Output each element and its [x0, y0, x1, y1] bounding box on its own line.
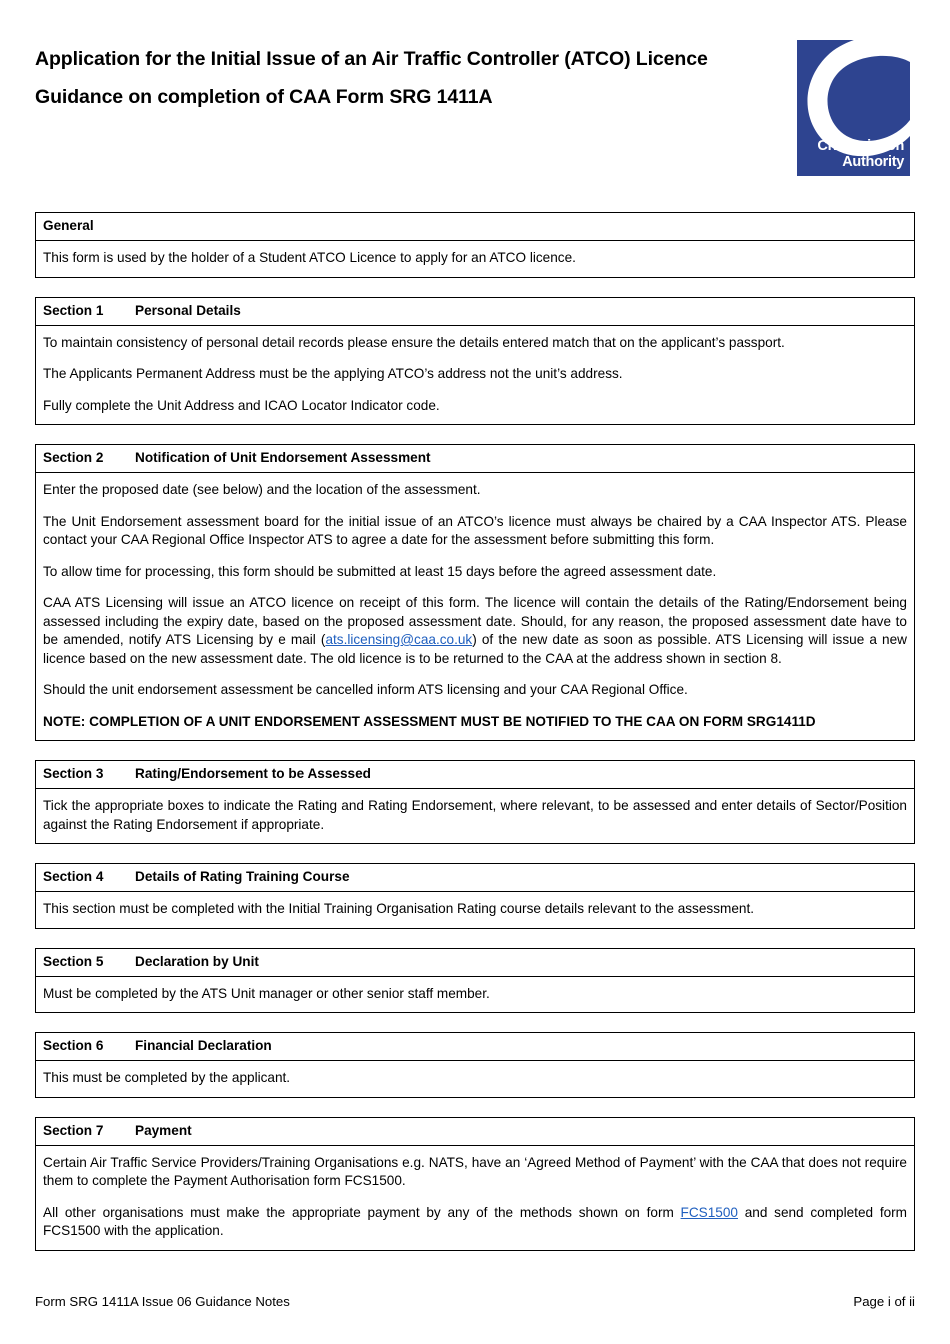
section-heading: General	[43, 218, 94, 233]
section-box-section-2	[35, 444, 915, 741]
caa-logo-line-1: Civil Aviation	[817, 138, 904, 154]
section-paragraph: The Unit Endorsement assessment board for the initial issue of an ATCO’s licence must always be chaired by a CAA Inspector ATS. Please contact your CAA Regional Office Inspector ATS to agree a date for the assessment before submitting this form.	[43, 513, 907, 547]
section-number: Section 4	[43, 869, 104, 884]
section-heading: Financial Declaration	[135, 1038, 272, 1053]
section-heading: Rating/Endorsement to be Assessed	[135, 766, 371, 781]
section-paragraph: Must be completed by the ATS Unit manager or other senior staff member.	[43, 985, 490, 1001]
section-header-section-2	[36, 445, 914, 473]
inline-link[interactable]: ats.licensing@caa.co.uk	[325, 632, 473, 647]
section-box-general	[35, 212, 915, 278]
footer-form-reference: Form SRG 1411A Issue 06 Guidance Notes	[35, 1294, 290, 1309]
section-body-section-6	[36, 1061, 914, 1097]
caa-logo-text	[797, 139, 904, 170]
section-heading: Details of Rating Training Course	[135, 869, 350, 884]
section-paragraph: The Applicants Permanent Address must be the applying ATCO’s address not the unit’s address.	[43, 366, 623, 381]
section-number: Section 7	[43, 1122, 104, 1138]
section-paragraph: Fully complete the Unit Address and ICAO Locator Indicator code.	[43, 397, 440, 413]
section-box-section-1	[35, 297, 915, 426]
section-paragraph: NOTE: COMPLETION OF A UNIT ENDORSEMENT ASSESSMENT MUST BE NOTIFIED TO THE CAA ON FORM SRG1411D	[43, 713, 816, 729]
guidance-sections	[35, 212, 915, 1270]
section-paragraph: All other organisations must make the appropriate payment by any of the methods shown on form FCS1500 and send completed form FCS1500 with the application.	[43, 1204, 908, 1238]
caa-logo	[797, 40, 910, 176]
section-number: Section 6	[43, 1038, 104, 1053]
section-paragraph: This section must be completed with the Initial Training Organisation Rating course details relevant to the assessment.	[43, 901, 755, 916]
section-paragraph: To allow time for processing, this form should be submitted at least 15 days before the agreed assessment date.	[43, 563, 717, 579]
inline-link[interactable]: FCS1500	[680, 1204, 738, 1220]
page-footer	[35, 1294, 915, 1310]
caa-logo-line-2: Authority	[842, 153, 904, 170]
section-box-section-4	[35, 863, 915, 929]
section-header-section-7	[36, 1118, 914, 1146]
section-body-section-3	[36, 789, 914, 843]
section-box-section-5	[35, 948, 915, 1014]
section-header-section-1	[36, 298, 914, 326]
section-header-section-4	[36, 864, 914, 892]
section-number: Section 2	[43, 450, 104, 465]
section-paragraph: CAA ATS Licensing will issue an ATCO licence on receipt of this form. The licence will contain the details of the Rating/Endorsement being assessed including the expiry date, based on the proposed assessment date. Should, for any reason, the proposed assessment date have to be amended, notify ATS Licensing by e mail (ats.licensing@caa.co.uk) of the new date as soon as possible. ATS Licensing will issue a new licence based on the new assessment date. The old licence is to be returned to the CAA at the address shown in section 8.	[43, 595, 907, 666]
section-body-general	[36, 241, 914, 277]
section-paragraph: This must be completed by the applicant.	[43, 1070, 291, 1085]
section-heading: Personal Details	[135, 302, 241, 318]
section-body-section-2	[36, 473, 914, 740]
section-paragraph: Enter the proposed date (see below) and the location of the assessment.	[43, 482, 481, 497]
section-header-section-3	[36, 761, 914, 789]
section-body-section-1	[36, 326, 914, 425]
section-heading: Declaration by Unit	[135, 953, 259, 969]
section-paragraph: Certain Air Traffic Service Providers/Training Organisations e.g. NATS, have an ‘Agreed Method of Payment’ with the CAA that does not require them to complete the Payment Authorisation form FCS1500.	[43, 1154, 907, 1188]
section-number: Section 1	[43, 302, 104, 318]
section-number: Section 3	[43, 766, 104, 781]
section-body-section-4	[36, 892, 914, 928]
section-box-section-7	[35, 1117, 915, 1251]
section-paragraph: Tick the appropriate boxes to indicate the Rating and Rating Endorsement, where relevant, to be assessed and enter details of Sector/Position against the Rating Endorsement if appropriate.	[43, 798, 907, 832]
section-header-section-6	[36, 1033, 914, 1061]
section-body-section-5	[36, 977, 914, 1013]
page-title	[35, 46, 755, 110]
title-line-2: Guidance on completion of CAA Form SRG 1411A	[35, 86, 493, 108]
section-heading: Payment	[135, 1122, 192, 1138]
section-paragraph: To maintain consistency of personal detail records please ensure the details entered match that on the applicant’s passport.	[43, 334, 785, 350]
section-paragraph: This form is used by the holder of a Student ATCO Licence to apply for an ATCO licence.	[43, 250, 576, 265]
title-line-1: Application for the Initial Issue of an Air Traffic Controller (ATCO) Licence	[35, 48, 708, 70]
section-body-section-7	[36, 1146, 914, 1250]
section-number: Section 5	[43, 953, 104, 969]
section-header-general	[36, 213, 914, 241]
section-heading: Notification of Unit Endorsement Assessment	[135, 450, 431, 465]
footer-page-number: Page i of ii	[853, 1294, 915, 1309]
section-box-section-6	[35, 1032, 915, 1098]
section-paragraph: Should the unit endorsement assessment be cancelled inform ATS licensing and your CAA Regional Office.	[43, 682, 688, 697]
section-box-section-3	[35, 760, 915, 844]
document-header	[35, 40, 915, 180]
section-header-section-5	[36, 949, 914, 977]
